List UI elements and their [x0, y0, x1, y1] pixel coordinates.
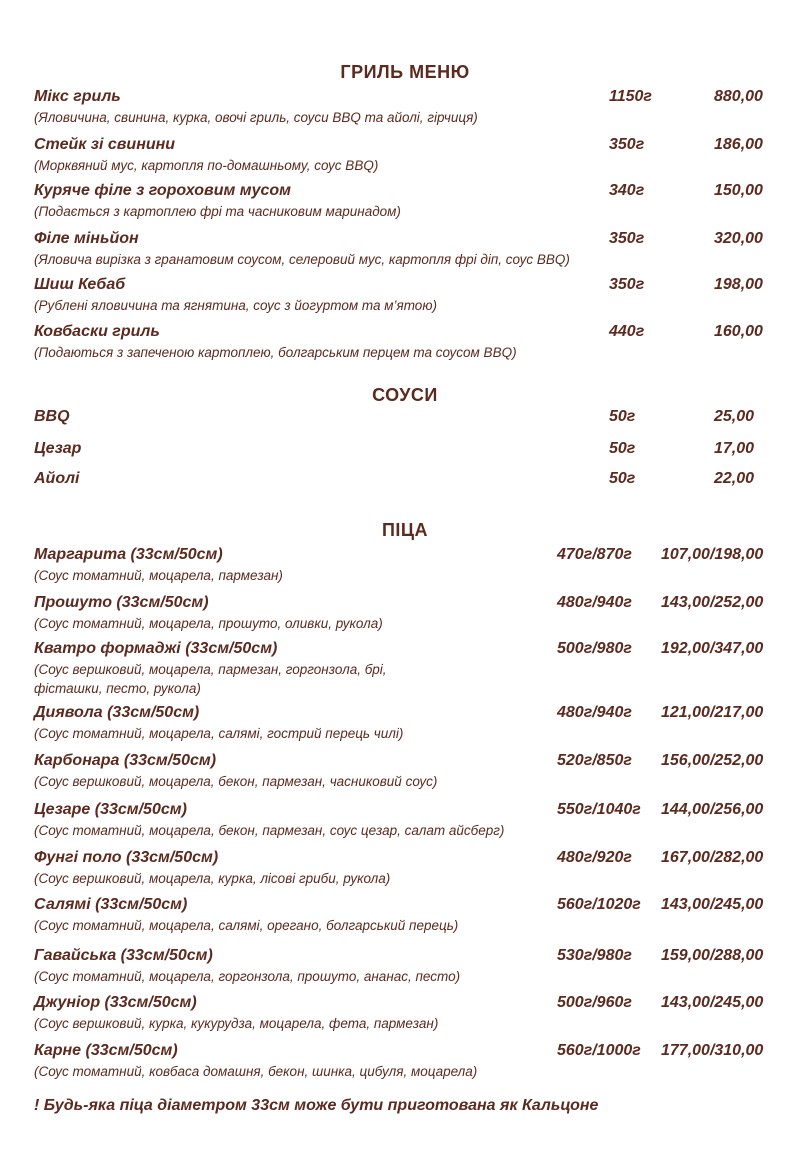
grill-item-price: 150,00	[714, 182, 763, 199]
pizza-item-description: (Соус вершковий, моцарела, пармезан, горгонзола, брі,	[34, 662, 387, 677]
pizza-item-name: Джуніор (33см/50см)	[34, 994, 197, 1011]
grill-item-weight: 350г	[609, 276, 645, 293]
pizza-item-name: Диявола (33см/50см)	[34, 704, 200, 721]
pizza-item-price: 143,00/245,00	[661, 896, 764, 913]
pizza-item-name: Карне (33см/50см)	[34, 1042, 178, 1059]
pizza-item-description: (Соус вершковий, курка, кукурудза, моцарела, фета, пармезан)	[34, 1016, 439, 1031]
pizza-item-weight: 520г/850г	[557, 752, 632, 769]
pizza-item-row	[34, 545, 794, 567]
grill-item-row	[34, 181, 794, 203]
grill-item-description: (Рублені яловичина та ягнятина, соус з йогуртом та м’ятою)	[34, 298, 437, 313]
pizza-item-price: 144,00/256,00	[661, 801, 764, 818]
pizza-item-row	[34, 993, 794, 1015]
pizza-item-weight: 480г/940г	[557, 594, 632, 611]
pizza-item-row	[34, 895, 794, 917]
pizza-item-description: (Соус томатний, ковбаса домашня, бекон, шинка, цибуля, моцарела)	[34, 1064, 478, 1079]
pizza-item-description: (Соус томатний, моцарела, горгонзола, прошуто, ананас, песто)	[34, 969, 461, 984]
pizza-item-price: 107,00/198,00	[661, 546, 764, 563]
grill-item-description: (Яловичина, свинина, курка, овочі гриль, соуси BBQ та айолі, гірчиця)	[34, 110, 478, 125]
pizza-item-name: Маргарита (33см/50см)	[34, 546, 223, 563]
pizza-item-row	[34, 946, 794, 968]
pizza-section-title: ПІЦА	[381, 520, 429, 540]
grill-item-price: 880,00	[714, 88, 763, 105]
grill-item-weight: 350г	[609, 136, 645, 153]
grill-item-weight: 350г	[609, 230, 645, 247]
pizza-item-name: Фунгі поло (33см/50см)	[34, 849, 219, 866]
grill-item-price: 320,00	[714, 230, 763, 247]
grill-item-description: (Подаються з запеченою картоплею, болгарським перцем та соусом BBQ)	[34, 345, 517, 360]
pizza-item-name: Салямі (33см/50см)	[34, 896, 188, 913]
pizza-item-weight: 470г/870г	[557, 546, 632, 563]
grill-item-name: Шиш Кебаб	[34, 276, 126, 293]
sauces-item-row	[34, 407, 794, 429]
grill-item-name: Стейк зі свинини	[34, 136, 176, 153]
grill-item-weight: 1150г	[609, 88, 652, 105]
sauces-section-title: СОУСИ	[372, 385, 438, 405]
pizza-item-name: Карбонара (33см/50см)	[34, 752, 217, 769]
pizza-item-description: (Соус томатний, моцарела, пармезан)	[34, 568, 283, 583]
pizza-item-price: 121,00/217,00	[661, 704, 764, 721]
pizza-item-weight: 560г/1020г	[557, 896, 641, 913]
grill-item-price: 186,00	[714, 136, 763, 153]
calzone-note: ! Будь-яка піца діаметром 33см може бути приготована як Кальцоне	[34, 1097, 599, 1114]
pizza-item-price: 167,00/282,00	[661, 849, 764, 866]
pizza-item-name: Гавайська (33см/50см)	[34, 947, 213, 964]
grill-item-description: (Яловича вирізка з гранатовим соусом, селеровий мус, картопля фрі діп, соус BBQ)	[34, 252, 570, 267]
grill-item-description: (Морквяний мус, картопля по-домашньому, соус BBQ)	[34, 158, 379, 173]
grill-item-row	[34, 87, 794, 109]
pizza-item-price: 143,00/252,00	[661, 594, 764, 611]
pizza-item-description: (Соус вершковий, моцарела, курка, лісові гриби, рукола)	[34, 871, 391, 886]
sauces-item-row	[34, 469, 794, 491]
sauces-item-price: 25,00	[714, 408, 755, 425]
sauces-item-weight: 50г	[609, 470, 636, 487]
pizza-item-weight: 500г/960г	[557, 994, 632, 1011]
grill-item-name: Філе міньйон	[34, 230, 139, 247]
pizza-item-weight: 480г/940г	[557, 704, 632, 721]
grill-item-row	[34, 275, 794, 297]
grill-item-row	[34, 135, 794, 157]
grill-item-name: Мікс гриль	[34, 88, 121, 105]
pizza-item-row	[34, 751, 794, 773]
pizza-item-weight: 480г/920г	[557, 849, 632, 866]
grill-section-title: ГРИЛЬ МЕНЮ	[340, 62, 470, 82]
grill-item-row	[34, 322, 794, 344]
pizza-item-row	[34, 1041, 794, 1063]
pizza-item-description: (Соус томатний, моцарела, бекон, пармезан, соус цезар, салат айсберг)	[34, 823, 505, 838]
pizza-item-row	[34, 848, 794, 870]
pizza-item-price: 159,00/288,00	[661, 947, 764, 964]
sauces-item-weight: 50г	[609, 440, 636, 457]
sauces-item-price: 17,00	[714, 440, 755, 457]
sauces-item-name: Цезар	[34, 440, 82, 457]
grill-item-name: Куряче філе з гороховим мусом	[34, 182, 291, 199]
grill-item-price: 160,00	[714, 323, 763, 340]
sauces-item-weight: 50г	[609, 408, 636, 425]
pizza-item-name: Цезаре (33см/50см)	[34, 801, 187, 818]
sauces-item-name: Айолі	[34, 470, 80, 487]
pizza-item-price: 177,00/310,00	[661, 1042, 764, 1059]
pizza-item-price: 192,00/347,00	[661, 640, 764, 657]
pizza-item-description-cont: фісташки, песто, рукола)	[34, 681, 201, 696]
pizza-item-row	[34, 800, 794, 822]
pizza-item-row	[34, 639, 794, 661]
sauces-item-price: 22,00	[714, 470, 755, 487]
pizza-item-name: Прошуто (33см/50см)	[34, 594, 209, 611]
grill-item-weight: 440г	[609, 323, 645, 340]
pizza-item-row	[34, 703, 794, 725]
pizza-item-price: 156,00/252,00	[661, 752, 764, 769]
grill-item-row	[34, 229, 794, 251]
grill-item-description: (Подається з картоплею фрі та часниковим маринадом)	[34, 204, 401, 219]
pizza-item-price: 143,00/245,00	[661, 994, 764, 1011]
pizza-item-name: Кватро формаджі (33см/50см)	[34, 640, 278, 657]
pizza-item-weight: 500г/980г	[557, 640, 632, 657]
grill-item-name: Ковбаски гриль	[34, 323, 160, 340]
pizza-item-description: (Соус томатний, моцарела, салямі, гострий перець чилі)	[34, 726, 404, 741]
grill-item-price: 198,00	[714, 276, 763, 293]
pizza-item-description: (Соус томатний, моцарела, салямі, орегано, болгарський перець)	[34, 918, 459, 933]
pizza-item-description: (Соус вершковий, моцарела, бекон, пармезан, часниковий соус)	[34, 774, 438, 789]
pizza-item-weight: 530г/980г	[557, 947, 632, 964]
grill-item-weight: 340г	[609, 182, 645, 199]
sauces-item-name: BBQ	[34, 408, 70, 425]
pizza-item-weight: 550г/1040г	[557, 801, 641, 818]
pizza-item-description: (Соус томатний, моцарела, прошуто, оливки, рукола)	[34, 616, 383, 631]
pizza-item-weight: 560г/1000г	[557, 1042, 641, 1059]
sauces-item-row	[34, 439, 794, 461]
pizza-item-row	[34, 593, 794, 615]
